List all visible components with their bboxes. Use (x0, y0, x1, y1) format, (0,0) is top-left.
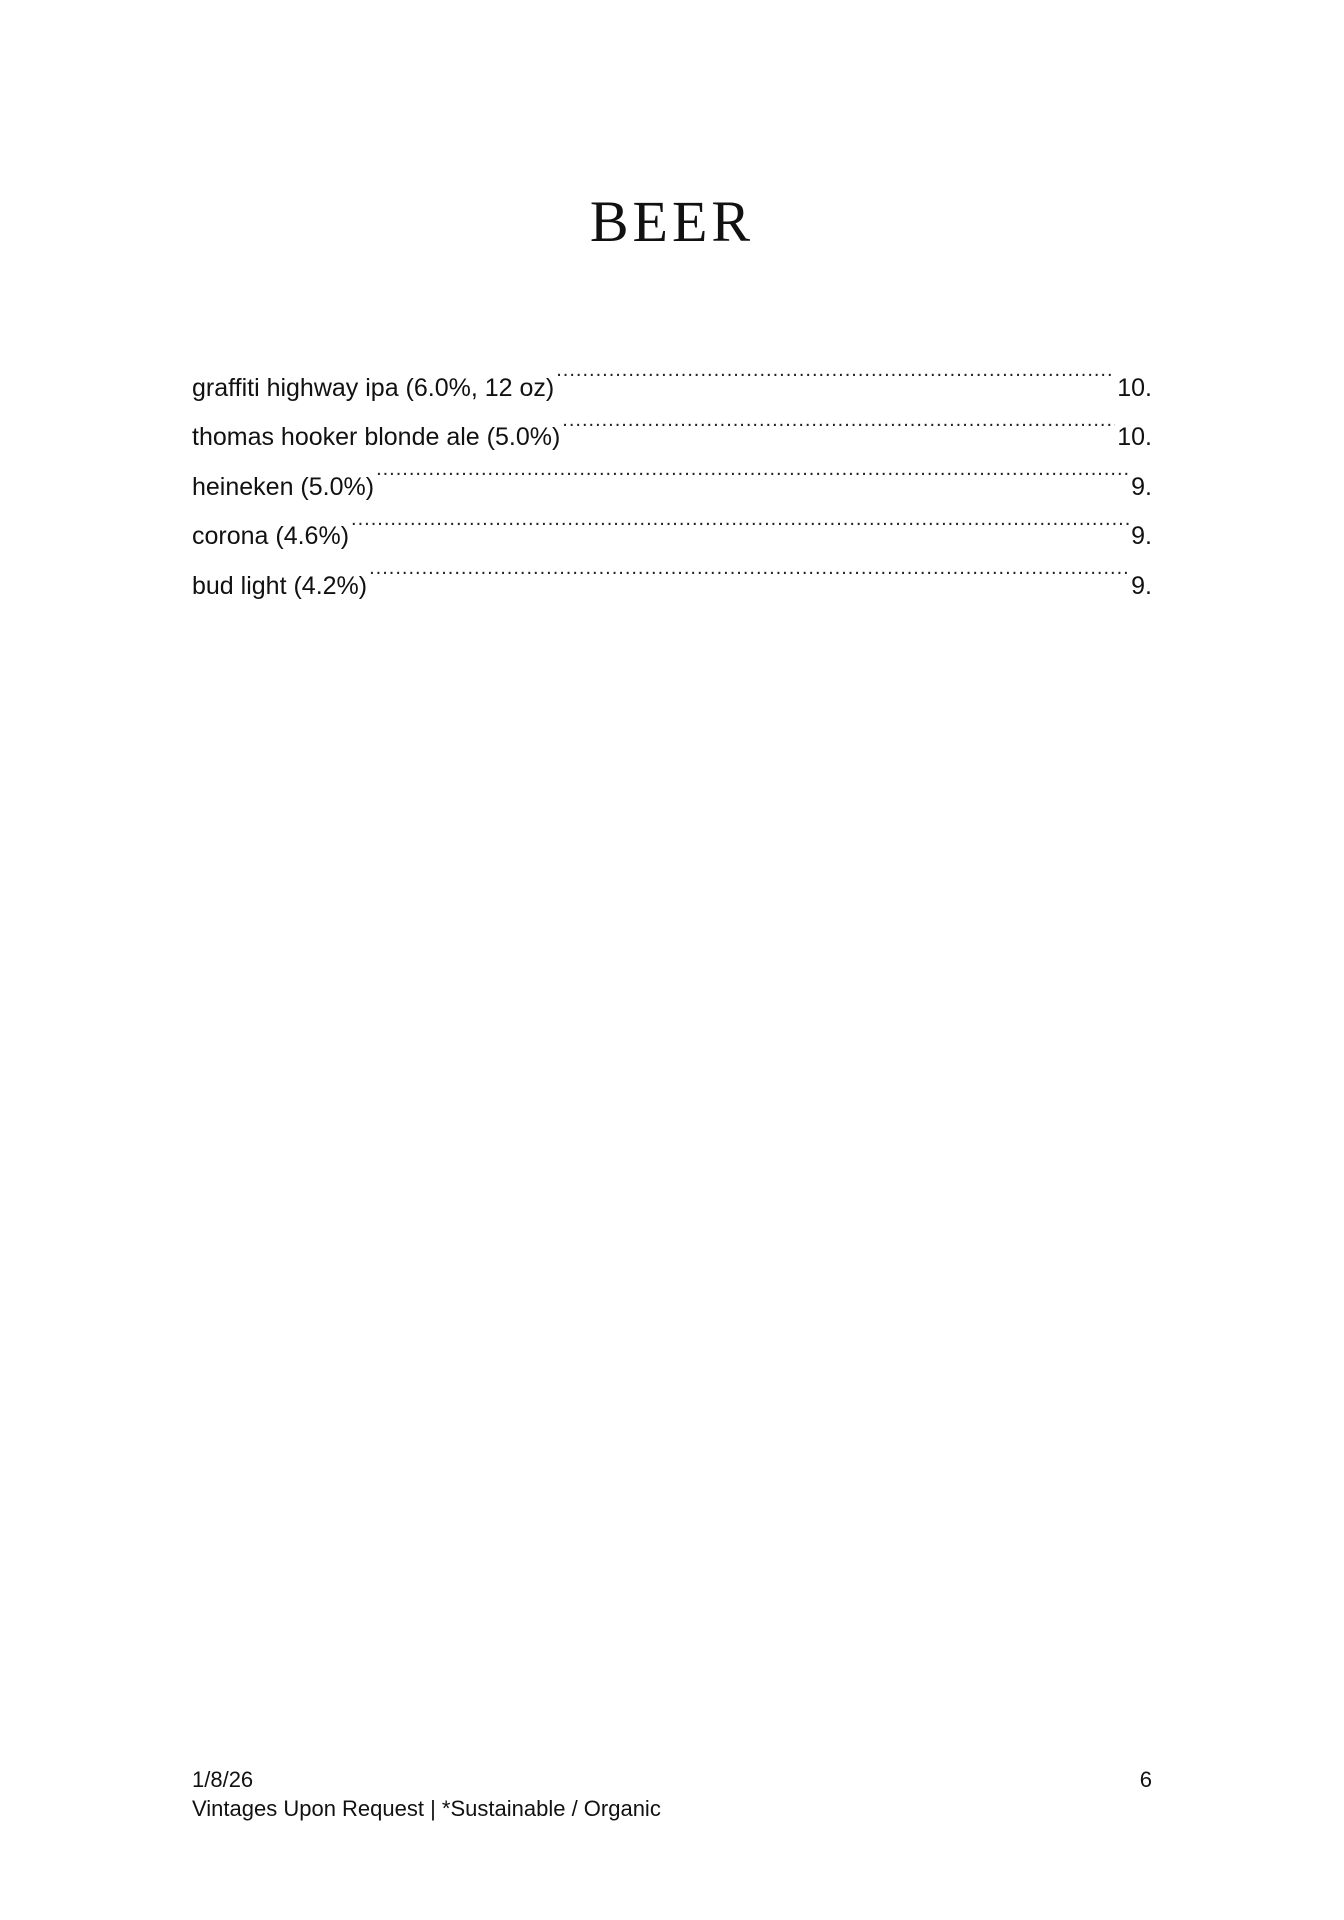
dot-leader (369, 544, 1129, 594)
dot-leader (351, 495, 1129, 545)
item-price: 10. (1117, 373, 1152, 402)
dot-leader (376, 445, 1129, 495)
page-number: 6 (1139, 1767, 1152, 1792)
page-title: BEER (589, 189, 755, 254)
footer-date: 1/8/26 (192, 1767, 254, 1792)
footer-note: Vintages Upon Request | *Sustainable / Organic (192, 1796, 661, 1821)
dot-leader (556, 346, 1115, 396)
beer-menu-list (192, 346, 1152, 600)
item-name: bud light (4.2%) (192, 571, 368, 600)
item-name: heineken (5.0%) (192, 472, 375, 501)
menu-item (192, 346, 1152, 402)
item-price: 10. (1117, 423, 1152, 451)
item-name: graffiti highway ipa (6.0%, 12 oz) (192, 373, 555, 402)
item-name: corona (4.6%) (192, 522, 350, 550)
item-name: thomas hooker blonde ale (5.0%) (192, 423, 561, 451)
item-price: 9. (1131, 571, 1152, 600)
item-price: 9. (1131, 472, 1152, 501)
item-price: 9. (1131, 522, 1152, 550)
dot-leader (562, 396, 1115, 446)
